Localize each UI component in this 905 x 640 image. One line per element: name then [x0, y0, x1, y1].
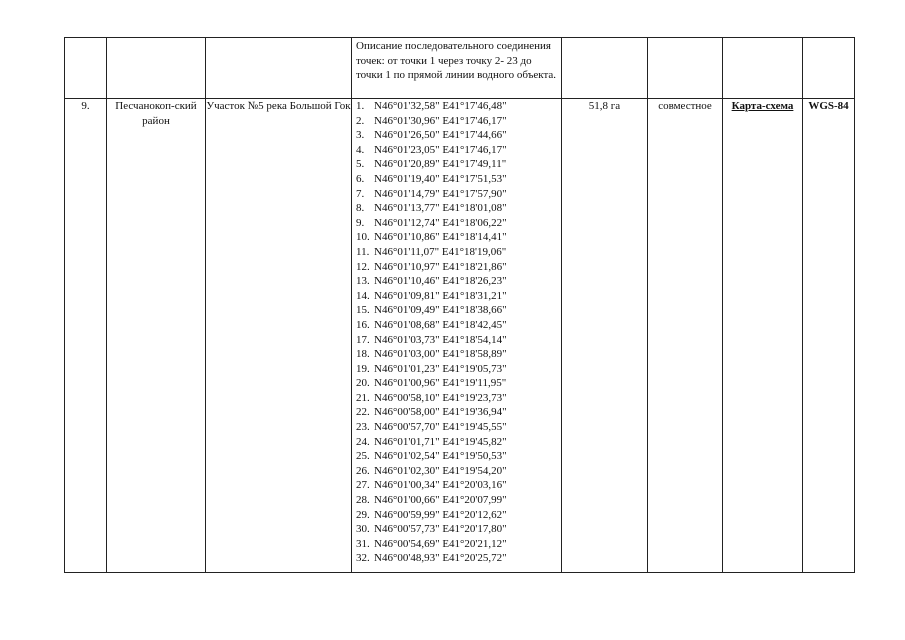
coordinate-index: 23.	[356, 421, 370, 434]
coordinate-value: N46°01'00,96" E41°19'11,95"	[374, 377, 507, 390]
coordinate-index: 24.	[356, 435, 370, 448]
coordinate-item	[356, 537, 561, 552]
table-row-description	[65, 38, 855, 99]
coordinate-item	[356, 128, 561, 143]
datum-cell	[803, 99, 855, 573]
coordinate-item	[356, 318, 561, 333]
coordinate-item	[356, 216, 561, 231]
coordinate-item	[356, 303, 561, 318]
coordinates-cell	[352, 99, 562, 573]
coordinate-value: N46°01'19,40" E41°17'51,53"	[374, 172, 507, 185]
connection-description: Описание последовательного соединения точек: от точки 1 через точку 2- 23 до точки 1 по прямой линии водного объекта.	[352, 38, 562, 99]
coordinate-value: N46°01'23,05" E41°17'46,17"	[374, 143, 507, 156]
coordinate-value: N46°01'03,00" E41°18'58,89"	[374, 348, 507, 361]
coordinate-item	[356, 449, 561, 464]
coordinate-index: 3.	[356, 129, 365, 142]
area-cell: 51,8 га	[562, 99, 648, 573]
coordinate-index: 1.	[356, 100, 365, 112]
coordinate-index: 26.	[356, 464, 370, 477]
coordinate-item	[356, 289, 561, 304]
coordinate-value: N46°01'10,46" E41°18'26,23"	[374, 275, 507, 288]
coordinate-item	[356, 172, 561, 187]
coordinate-index: 14.	[356, 289, 370, 302]
coordinate-index: 16.	[356, 318, 370, 331]
coordinate-value: N46°01'03,73" E41°18'54,14"	[374, 333, 507, 346]
coordinate-index: 30.	[356, 523, 370, 536]
coordinate-item	[356, 230, 561, 245]
coordinate-index: 32.	[356, 552, 370, 565]
coordinate-value: N46°01'32,58" E41°17'46,48"	[374, 100, 507, 112]
coordinate-index: 12.	[356, 260, 370, 273]
coordinate-value: N46°00'48,93" E41°20'25,72"	[374, 552, 507, 565]
coordinates-list	[356, 99, 561, 566]
water-objects-table	[64, 37, 855, 573]
map-link-cell	[723, 99, 803, 573]
coordinate-index: 25.	[356, 450, 370, 463]
coordinate-index: 6.	[356, 172, 365, 185]
district-cell: Песчанокоп-ский район	[107, 99, 206, 573]
coordinate-value: N46°00'59,99" E41°20'12,62"	[374, 508, 507, 521]
coordinate-value: N46°01'14,79" E41°17'57,90"	[374, 187, 507, 200]
coordinate-item	[356, 420, 561, 435]
cell-empty	[206, 38, 352, 99]
coordinate-index: 29.	[356, 508, 370, 521]
coordinate-value: N46°01'12,74" E41°18'06,22"	[374, 216, 507, 229]
coordinate-value: N46°01'00,66" E41°20'07,99"	[374, 494, 507, 507]
coordinate-item	[356, 114, 561, 129]
coordinate-index: 8.	[356, 202, 365, 215]
coordinate-item	[356, 274, 561, 289]
site-cell: Участок №5 река Большой Гок	[206, 99, 352, 573]
coordinate-item	[356, 464, 561, 479]
coordinate-index: 11.	[356, 245, 370, 258]
coordinate-item	[356, 362, 561, 377]
coordinate-item	[356, 405, 561, 420]
coordinate-value: N46°00'58,00" E41°19'36,94"	[374, 406, 507, 419]
coordinate-item	[356, 333, 561, 348]
coordinate-value: N46°01'10,86" E41°18'14,41"	[374, 231, 507, 244]
coordinate-item	[356, 157, 561, 172]
coordinate-item	[356, 245, 561, 260]
coordinate-value: N46°01'11,07" E41°18'19,06"	[374, 245, 507, 258]
coordinate-item	[356, 522, 561, 537]
coordinate-index: 19.	[356, 362, 370, 375]
use-type-cell: совместное	[648, 99, 723, 573]
coordinate-index: 10.	[356, 231, 370, 244]
coordinate-item	[356, 435, 561, 450]
coordinate-value: N46°01'09,49" E41°18'38,66"	[374, 304, 507, 317]
coordinate-value: N46°01'01,23" E41°19'05,73"	[374, 362, 507, 375]
coordinate-item	[356, 187, 561, 202]
coordinate-item	[356, 493, 561, 508]
coordinate-item	[356, 99, 561, 114]
coordinate-index: 2.	[356, 114, 365, 127]
coordinate-value: N46°01'20,89" E41°17'49,11"	[374, 158, 507, 171]
coordinate-index: 5.	[356, 158, 365, 171]
coordinate-value: N46°01'01,71" E41°19'45,82"	[374, 435, 507, 448]
coordinate-item	[356, 376, 561, 391]
coordinate-value: N46°00'58,10" E41°19'23,73"	[374, 391, 507, 404]
coordinate-index: 9.	[356, 216, 365, 229]
coordinate-value: N46°01'10,97" E41°18'21,86"	[374, 260, 507, 273]
map-scheme-link[interactable]: Карта-схема	[731, 100, 794, 112]
cell-empty	[562, 38, 648, 99]
coordinate-index: 7.	[356, 187, 365, 200]
coordinate-item	[356, 347, 561, 362]
coordinate-index: 21.	[356, 391, 370, 404]
cell-empty	[65, 38, 107, 99]
coordinate-index: 13.	[356, 275, 370, 288]
coordinate-value: N46°01'08,68" E41°18'42,45"	[374, 318, 507, 331]
coordinate-value: N46°00'57,73" E41°20'17,80"	[374, 523, 507, 536]
coordinate-index: 15.	[356, 304, 370, 317]
cell-empty	[648, 38, 723, 99]
coordinate-index: 4.	[356, 143, 365, 156]
coordinate-value: N46°00'57,70" E41°19'45,55"	[374, 421, 507, 434]
coordinate-value: N46°01'00,34" E41°20'03,16"	[374, 479, 507, 492]
coordinate-item	[356, 551, 561, 566]
cell-empty	[107, 38, 206, 99]
coordinate-index: 17.	[356, 333, 370, 346]
coordinate-index: 31.	[356, 537, 370, 550]
coordinate-value: N46°01'02,54" E41°19'50,53"	[374, 450, 507, 463]
coordinate-item	[356, 391, 561, 406]
coordinate-item	[356, 508, 561, 523]
coordinate-value: N46°01'09,81" E41°18'31,21"	[374, 289, 507, 302]
coordinate-index: 28.	[356, 494, 370, 507]
coordinate-item	[356, 143, 561, 158]
coordinate-value: N46°01'02,30" E41°19'54,20"	[374, 464, 507, 477]
coordinate-item	[356, 478, 561, 493]
coordinate-index: 27.	[356, 479, 370, 492]
coordinate-index: 18.	[356, 348, 370, 361]
cell-empty	[723, 38, 803, 99]
coordinate-value: N46°01'13,77" E41°18'01,08"	[374, 202, 507, 215]
row-number: 9.	[65, 99, 107, 573]
coordinate-item	[356, 201, 561, 216]
coordinate-value: N46°01'26,50" E41°17'44,66"	[374, 129, 507, 142]
table-row	[65, 99, 855, 573]
coordinate-value: N46°01'30,96" E41°17'46,17"	[374, 114, 507, 127]
coordinate-item	[356, 260, 561, 275]
coordinate-value: N46°00'54,69" E41°20'21,12"	[374, 537, 507, 550]
coordinate-index: 20.	[356, 377, 370, 390]
datum-label: WGS-84	[808, 100, 849, 112]
coordinate-index: 22.	[356, 406, 370, 419]
cell-empty	[803, 38, 855, 99]
